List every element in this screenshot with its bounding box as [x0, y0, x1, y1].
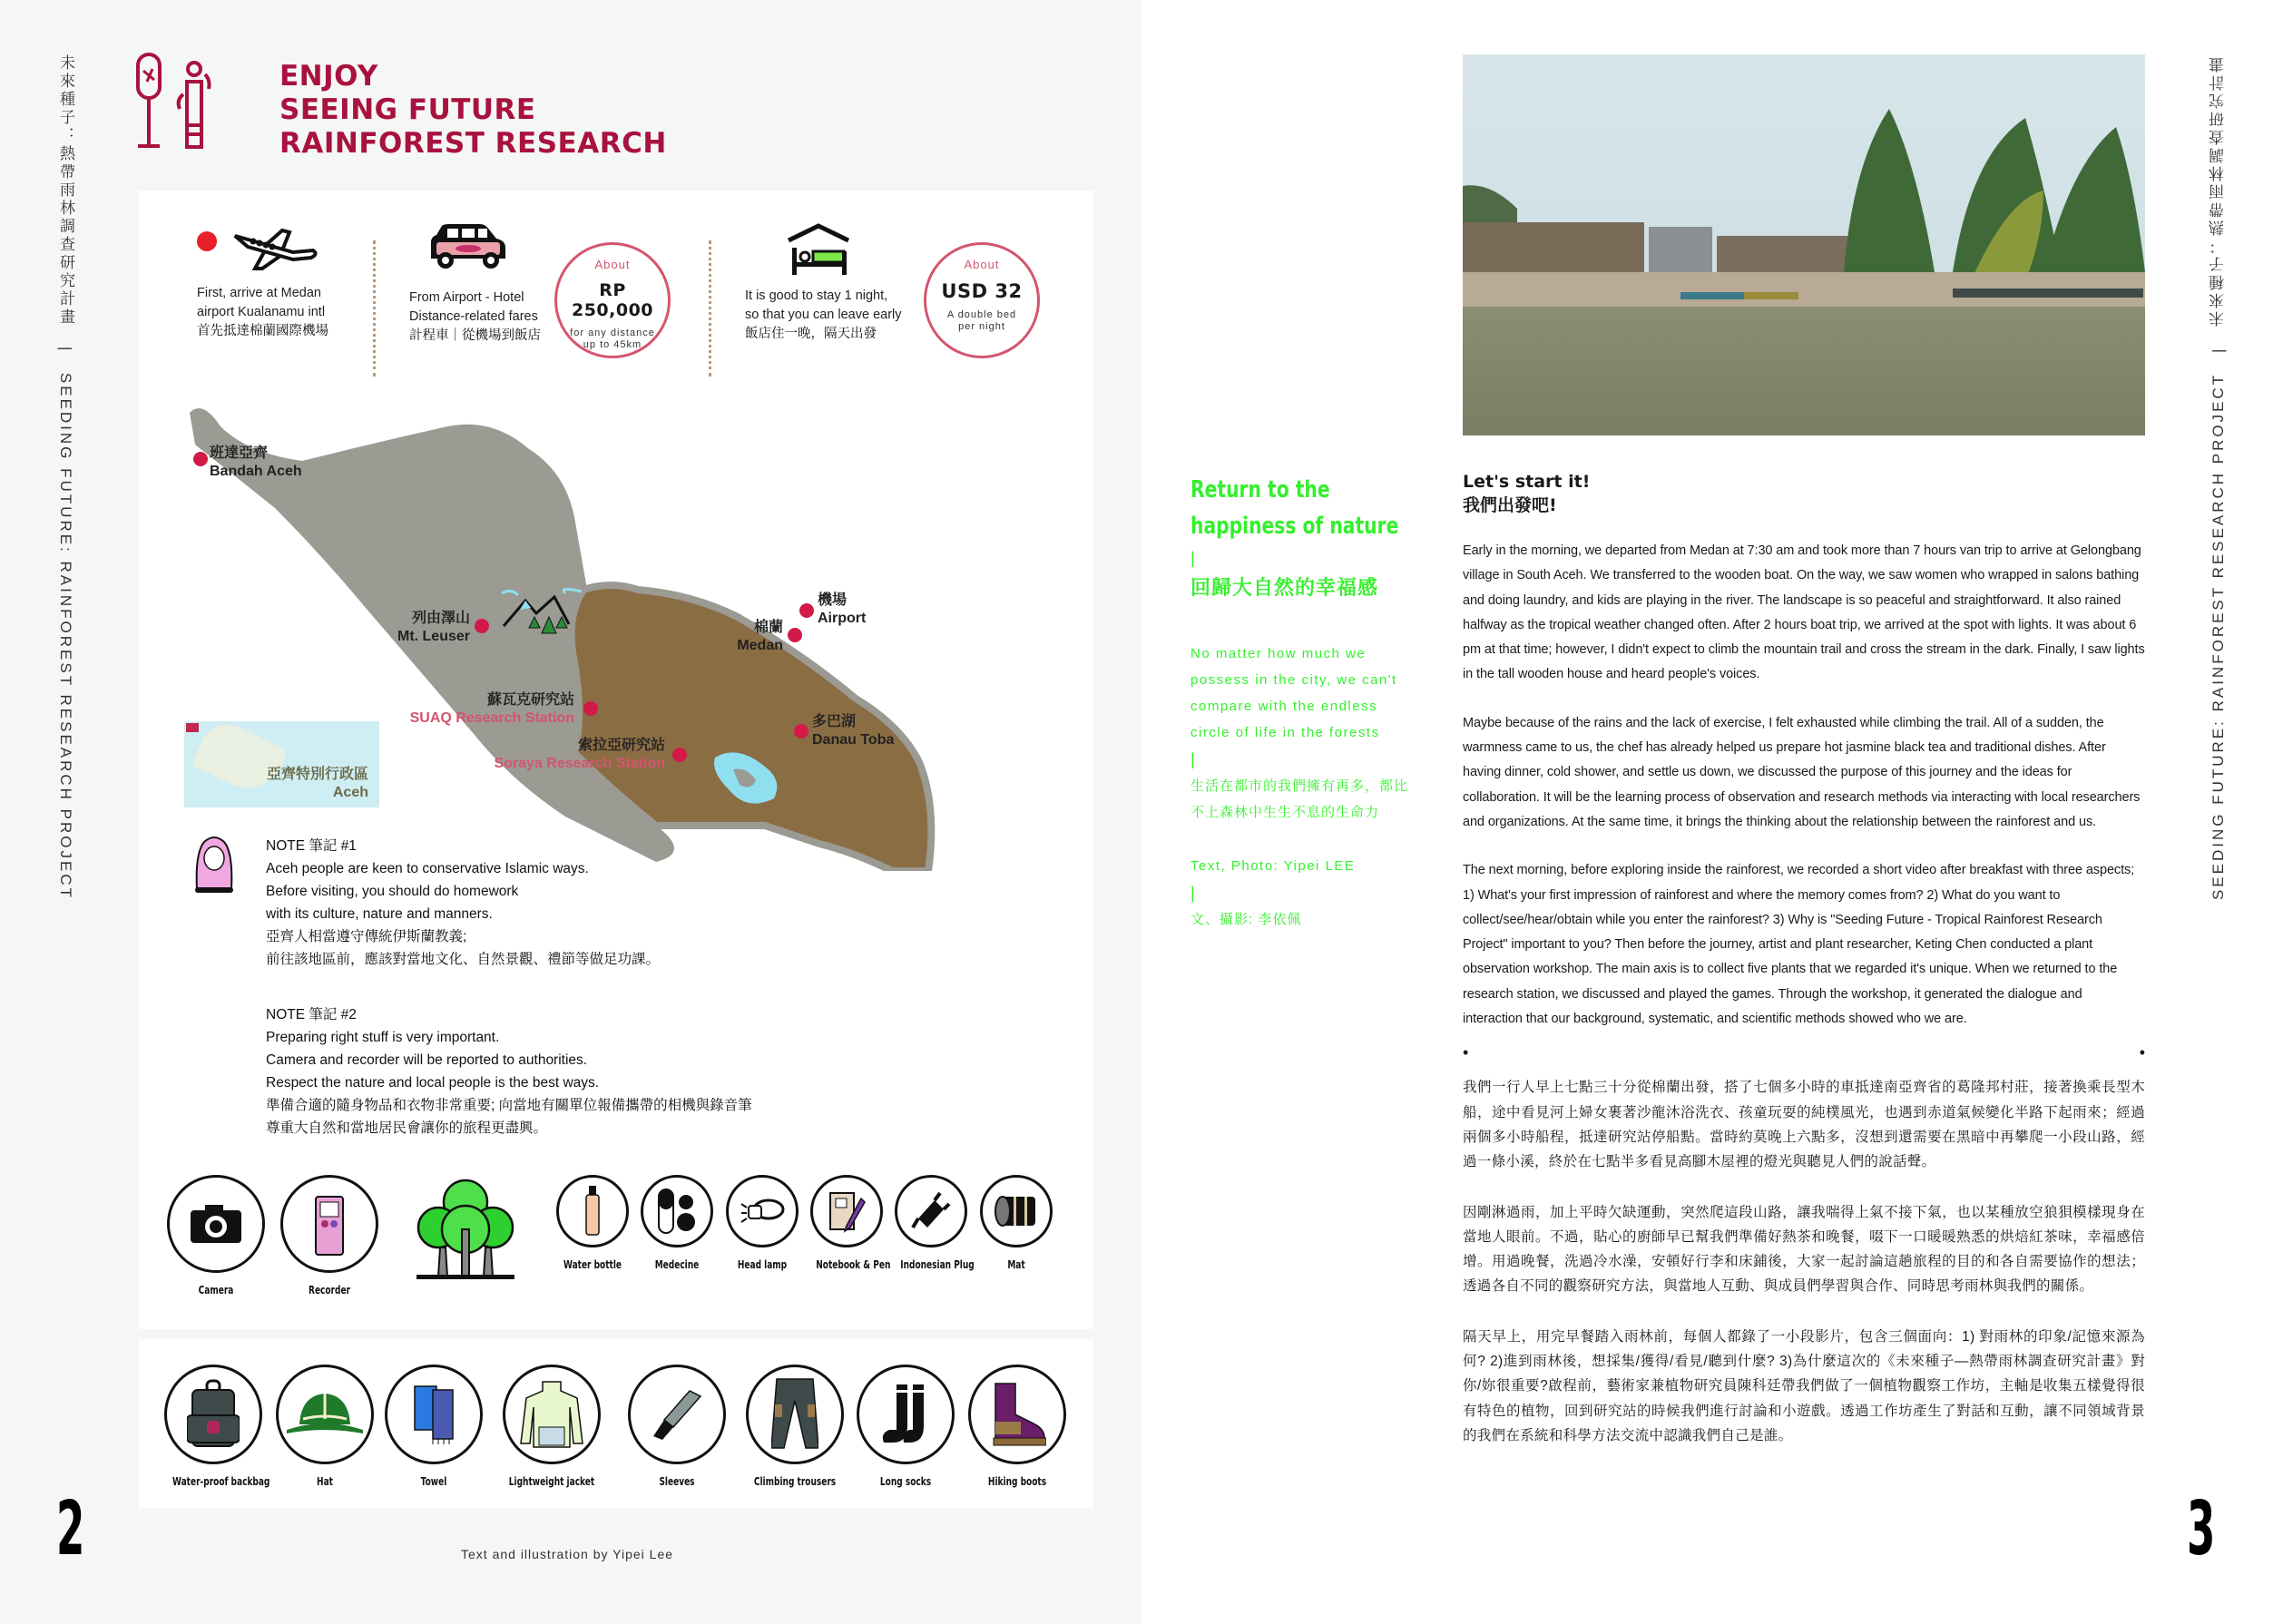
pull-quote-column: Return to the happiness of nature | 回歸大自然的幸福感 No matter how much we possess in the city, we can't compare with the endless circle of life in the forests | 生活在都市的我們擁有再多，都比 不上森林中生生不息的生命力 Text, Photo: Yipei LEE | 文、攝影: 李依佩 — [1190, 472, 1435, 933]
spine-en: SEEDING FUTURE: RAINFOREST RESEARCH PROJECT — [2210, 372, 2227, 901]
illustration-credit: Text and illustration by Yipei Lee — [461, 1547, 674, 1561]
backpack-icon — [187, 1379, 240, 1450]
head-lamp-icon — [740, 1195, 785, 1228]
gear-item-jacket: Lightweight jacket — [493, 1365, 611, 1488]
map-label-airport: 機場 Airport — [818, 592, 867, 626]
water-bottle-icon — [585, 1186, 600, 1237]
article-paragraph-zh: 因剛淋過雨，加上平時欠缺運動，突然爬這段山路，讓我喘得上氣不接下氣，也以某種放空狼狽模樣現身在當地人眼前。不過，貼心的廚師早已幫我們準備好熱茶和晚餐，啜下一口暖暖熟悉的烘焙紅茶味，幸福感倍增。用過晚餐，洗過冷水澡，安頓好行李和床鋪後，大家一起討論這趟旅程的目的和各自需要協作的想法；透過各自不同的觀察研究方法，與當地人互動、與成員們學習與合作、同時思考雨林與我們的關係。 — [1463, 1204, 2145, 1295]
dotted-divider — [709, 240, 711, 377]
gear-item-indonesian-plug: Indonesian Plug — [890, 1175, 972, 1271]
article-heading-en: Let's start it! — [1463, 472, 1591, 492]
note-2: NOTE 筆記 #2 Preparing right stuff is very important. Camera and recorder will be reported to authorities. Respect the nature and local people is the best ways. 準備合適的隨身物品和衣物非常重要; 向當地有關單位報備攜帶的相機與錄音筆 尊重大自然和當地居民會讓你的旅程更盡興。 — [266, 1007, 752, 1136]
page-number-right: 3 — [2187, 1486, 2216, 1572]
flight-info: First, arrive at Medan airport Kualanamu intl 首先抵達棉蘭國際機場 — [197, 222, 328, 341]
map-label-danau-toba: 多巴湖 Danau Toba — [812, 714, 895, 748]
article-paragraph: The next morning, before exploring inside the rainforest, we recorded a short video after breakfast with three aspects; 1) What's your first impression of rainforest and where the memory comes from? 2) What do you want to collect/see/hear/obtain while you enter the rainforest? 3) Why is "Seeding Future - Tropical Rainforest Research Project" important to you? Then before the journey, artist and plant researcher, Keting Chen conducted a plant observation workshop. The main axis is to collect five plants that we regarded it's unique. When we returned to the research station, we discussed and played the games. Through the workshop, it generated the dialogue and interaction that our background, systematic, and scientific methods showed who we are. — [1463, 863, 2135, 1027]
notebook-pen-icon — [827, 1189, 867, 1233]
tree-icon — [411, 1175, 520, 1280]
camera-icon — [189, 1203, 243, 1245]
map-dot-medan — [788, 628, 802, 642]
gear-item-head-lamp: Head lamp — [721, 1175, 803, 1271]
pull-quote-body-zh: 生活在都市的我們擁有再多，都比 不上森林中生生不息的生命力 — [1190, 778, 1409, 820]
gear-item-medicine: Medecine — [636, 1175, 718, 1271]
hijab-woman-icon — [193, 835, 235, 895]
airasia-logo-icon — [197, 231, 217, 251]
indonesia-inset-map: 亞齊特別行政區 Aceh — [184, 721, 379, 807]
article-paragraph-zh: 我們一行人早上七點三十分從棉蘭出發，搭了七個多小時的車抵達南亞齊省的葛隆邦村莊，接著換乘長型木船，途中看見河上婦女裹著沙龍沐浴洗衣、孩童玩耍的純樸風光，也遇到赤道氣候變化半路下起雨來；經過兩個多小時船程，抵達研究站停船點。當時約莫晚上六點多，沒想到還需要在黑暗中再攀爬一小段山路，經過一條小溪，終於在七點半多看見高腳木屋裡的燈光與聽見人們的說話聲。 — [1463, 1080, 2145, 1170]
gear-item-trousers: Climbing trousers — [736, 1365, 854, 1488]
map-label-soraya: 索拉亞研究站 Soraya Research Station — [494, 738, 665, 771]
spine-text-left — [54, 54, 77, 900]
pull-quote-body: No matter how much we possess in the city, we can't compare with the endless circle of life in the forests — [1190, 646, 1397, 740]
trousers-icon — [771, 1377, 818, 1452]
gear-item-hat: Hat — [275, 1365, 375, 1488]
gear-item-tree — [411, 1175, 520, 1285]
boots-icon — [988, 1382, 1046, 1447]
article-body — [1463, 470, 2145, 1448]
map-label-medan: 棉蘭 Medan — [737, 620, 783, 653]
traveler-sign-icon — [136, 53, 236, 152]
gear-item-recorder: Recorder — [279, 1175, 379, 1296]
taxi-info: From Airport - Hotel Distance-related fares 計程車｜從機場到飯店 — [409, 222, 541, 346]
gear-item-camera: Camera — [166, 1175, 266, 1296]
gear-item-towel: Towel — [384, 1365, 484, 1488]
pull-quote-title-zh: 回歸大自然的幸福感 — [1190, 576, 1379, 599]
photo-credit-en: Text, Photo: Yipei LEE — [1190, 858, 1356, 874]
map-label-banda-aceh: 班達亞齊 Bandah Aceh — [210, 445, 302, 479]
spine-zh: 未來種子：熱帶雨林調查研究計畫 — [57, 54, 74, 327]
towel-icon — [411, 1384, 456, 1444]
hotel-info: It is good to stay 1 night, so that you can leave early 飯店住一晚，隔天出發 — [745, 222, 902, 344]
article-heading-zh: 我們出發吧! — [1463, 495, 1557, 515]
spine-separator: | — [57, 346, 74, 354]
notes-section — [266, 835, 1064, 1165]
gear-item-backpack: Water-proof backbag — [159, 1365, 268, 1488]
travel-info-card — [139, 191, 1093, 1329]
bed-icon — [787, 222, 850, 277]
gear-item-boots: Hiking boots — [963, 1365, 1072, 1488]
hat-icon — [285, 1392, 365, 1437]
article-paragraph: Early in the morning, we departed from Medan at 7:30 am and took more than 7 hours van trip to arrive at Gelongbang village in South Aceh. We transferred to the wooden boat. On the way, we saw women who wrapped in salons bathing and doing laundry, and kids are playing in the river. The landscape is so peaceful and straightforward. It also rained halfway as the tropical weather changed often. After 2 hours boat trip, we arrived at the spot with lights. It was about 6 pm at that time; however, I didn't expect to climb the mountain trail and cross the stream in the dark. Finally, I saw lights in the tall wooden house and heard people's voices. — [1463, 543, 2145, 682]
article-paragraph-zh: 隔天早上，用完早餐踏入雨林前，每個人都錄了一小段影片，包含三個面向：1) 對雨林的印象/記憶來源為何? 2)進到雨林後，想採集/獲得/看見/聽到什麼? 3)為什麼這次的《未來種子—熱帶雨林調查研究計畫》對你/妳很重要?啟程前，藝術家兼植物研究員陳科廷帶我們做了一個植物觀察工作坊，主軸是收集五樣覺得很有特色的植物，回到研究站的時候我們進行討論和小遊戲。透過工作坊產生了對話和互動，讓不同領域背景的我們在系統和科學方法交流中認識我們自己是誰。 — [1463, 1328, 2145, 1443]
gear-item-notebook-pen: Notebook & Pen — [806, 1175, 887, 1271]
map-dot-mt-leuser — [475, 619, 489, 633]
gear-item-socks: Long socks — [856, 1365, 955, 1488]
map-dot-soraya — [672, 748, 687, 762]
sumatra-map — [184, 399, 1046, 871]
pull-quote-title: Return to the happiness of nature — [1190, 476, 1399, 540]
spine-zh: 未來種子：熱帶雨林調查研究計畫 — [2210, 54, 2227, 327]
map-label-mt-leuser: 列由澤山 Mt. Leuser — [397, 611, 470, 644]
mat-icon — [994, 1193, 1039, 1229]
sleeves-icon — [650, 1387, 704, 1442]
travel-info-row — [139, 222, 1093, 377]
spine-en: SEEDING FUTURE: RAINFOREST RESEARCH PROJECT — [57, 372, 74, 901]
article-paragraph: Maybe because of the rains and the lack of exercise, I felt exhausted while climbing the trail. All of a sudden, the warmness came to us, the chef has already helped us prepare hot jasmine black tea and traditional dishes. After having dinner, cold shower, and settle us down, we discussed the purpose of this journey and the ideas for collaboration. It will be the learning process of observation and research methods via interacting with local researchers and organizations. At the same time, it brings the thinking about the relationship between the rainforest and us. — [1463, 715, 2141, 829]
spine-text-right — [2207, 54, 2229, 900]
map-dot-airport — [799, 603, 814, 618]
recorder-icon — [314, 1191, 345, 1257]
socks-icon — [880, 1383, 931, 1446]
medicine-icon — [657, 1188, 697, 1235]
plug-icon — [911, 1191, 951, 1231]
page-number-left: 2 — [56, 1486, 85, 1572]
map-dot-banda-aceh — [193, 452, 208, 466]
gear-item-mat: Mat — [975, 1175, 1057, 1271]
photo-credit-zh: 文、攝影: 李依佩 — [1190, 912, 1302, 927]
clothing-gear-card — [139, 1339, 1093, 1508]
map-label-suaq: 蘇瓦克研究站 SUAQ Research Station — [409, 692, 574, 726]
jacket-icon — [519, 1380, 584, 1449]
gear-item-sleeves: Sleeves — [627, 1365, 727, 1488]
page-header — [136, 53, 667, 161]
river-village-photo — [1463, 54, 2145, 435]
car-icon — [427, 222, 509, 273]
taxi-price-badge: About RP 250,000 for any distance up to 45km — [554, 242, 671, 358]
spine-separator: | — [2210, 346, 2227, 354]
note-1: NOTE 筆記 #1 Aceh people are keen to conservative Islamic ways. Before visiting, you should do homework with its culture, nature and manners. 亞齊人相當遵守傳統伊斯蘭教義; 前往該地區前，應該對當地文化、自然景觀、禮節等做足功課。 — [266, 838, 661, 967]
hotel-price-badge: About USD 32 A double bed per night — [924, 242, 1040, 358]
map-dot-suaq — [583, 701, 598, 716]
aceh-highlight — [186, 723, 199, 732]
gear-item-water-bottle: Water bottle — [552, 1175, 633, 1271]
dotted-divider — [373, 240, 376, 377]
section-separator: • • — [1463, 1043, 2145, 1062]
airplane-icon — [230, 227, 320, 272]
map-dot-danau-toba — [794, 724, 808, 739]
page-title: ENJOY SEEING FUTURE RAINFOREST RESEARCH — [279, 60, 667, 160]
